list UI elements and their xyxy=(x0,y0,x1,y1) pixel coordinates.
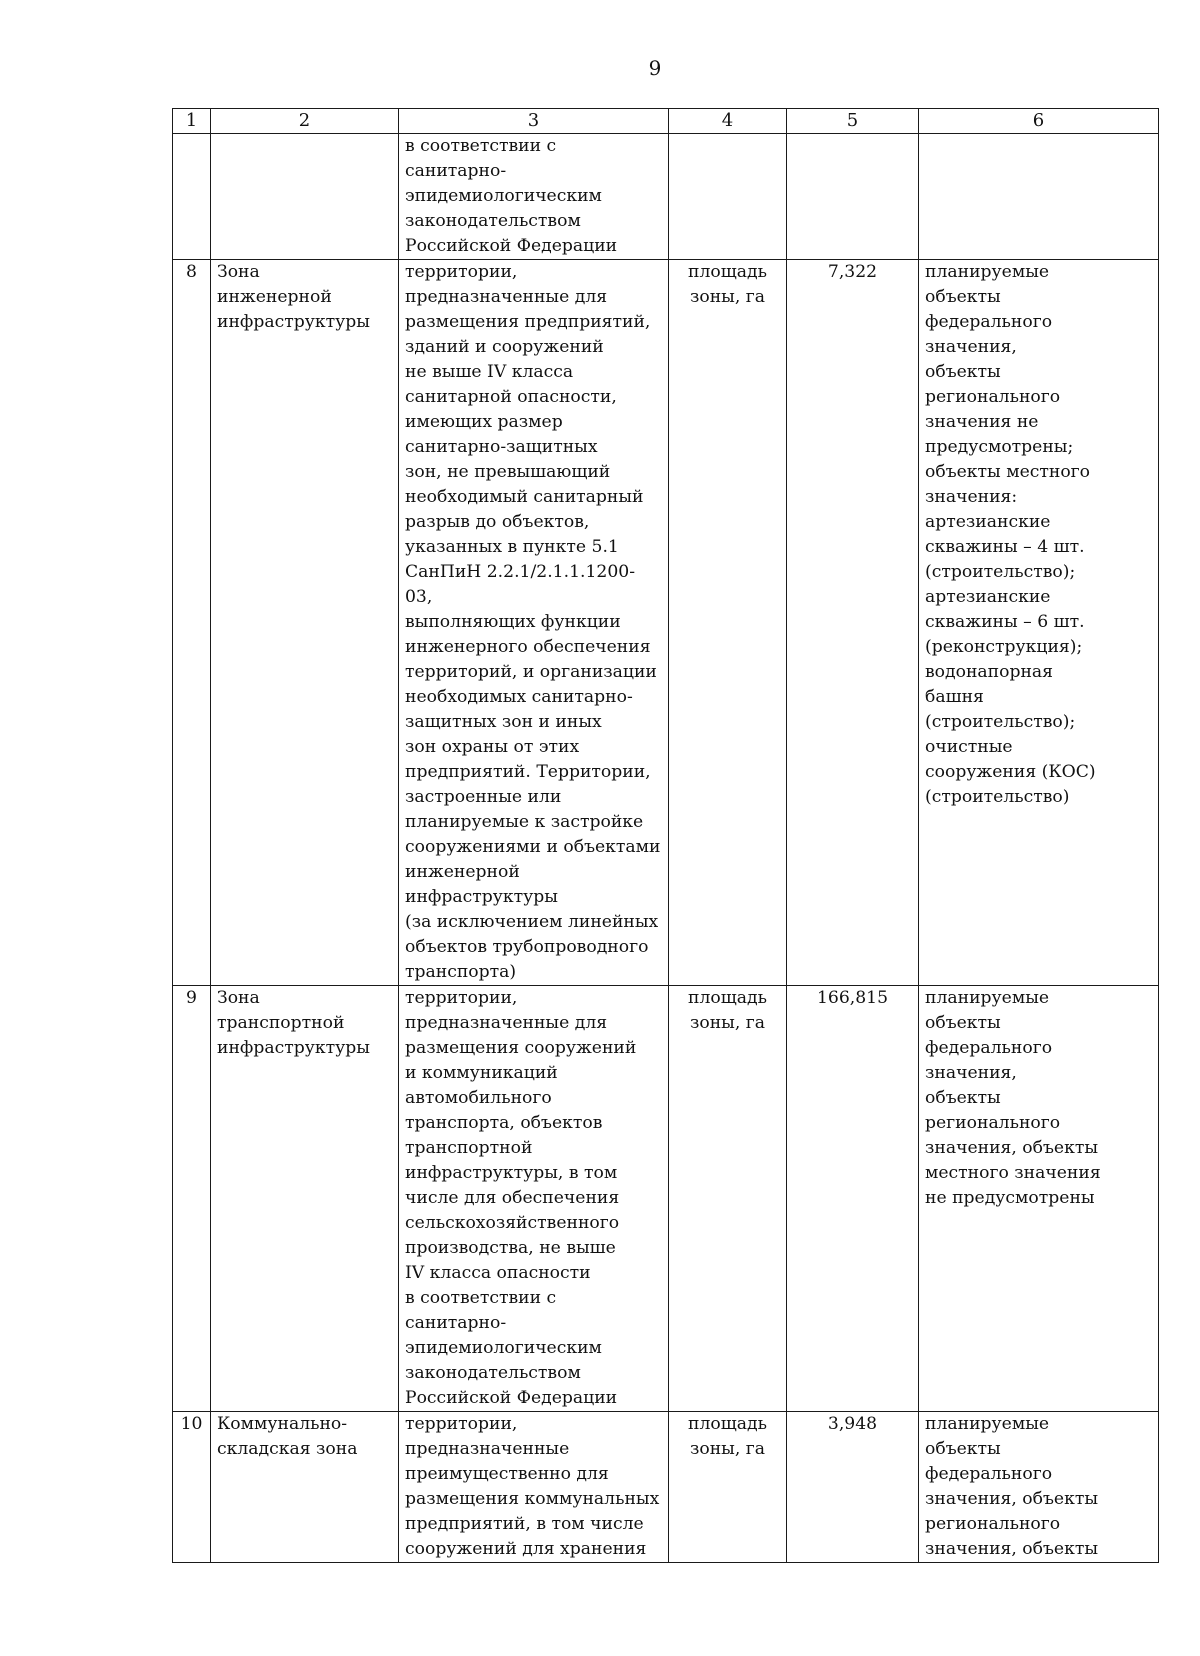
table-row-10 xyxy=(173,1412,1159,1563)
column-header-5: 5 xyxy=(787,109,919,134)
zone-note xyxy=(919,134,1159,260)
column-header-4: 4 xyxy=(669,109,787,134)
table-row-9 xyxy=(173,986,1159,1412)
zones-table xyxy=(172,108,1159,1563)
zone-note: планируемые объекты федерального значения, объекты регионального значения, объекты xyxy=(919,1412,1159,1563)
zone-value: 166,815 xyxy=(787,986,919,1412)
table-row-continuation xyxy=(173,134,1159,260)
zone-indicator xyxy=(669,134,787,260)
row-number xyxy=(173,134,211,260)
zone-note: планируемые объекты федерального значения, объекты регионального значения, объекты местного значения не предусмотрены xyxy=(919,986,1159,1412)
zone-name xyxy=(211,134,399,260)
zone-value: 7,322 xyxy=(787,260,919,986)
zone-indicator: площадь зоны, га xyxy=(669,986,787,1412)
column-header-3: 3 xyxy=(399,109,669,134)
zone-note: планируемые объекты федерального значения, объекты регионального значения не предусмотрены; объекты местного значения: артезианские скважины – 4 шт. (строительство); артезианские скважины – 6 шт. (реконструкция); водонапорная башня (строительство); очистные сооружения (КОС) (строительство) xyxy=(919,260,1159,986)
zone-name: Коммунально- складская зона xyxy=(211,1412,399,1563)
zone-indicator: площадь зоны, га xyxy=(669,260,787,986)
zone-description: территории, предназначенные для размещения предприятий, зданий и сооружений не выше IV класса санитарной опасности, имеющих размер санитарно-защитных зон, не превышающий необходимый санитарный разрыв до объектов, указанных в пункте 5.1 СанПиН 2.2.1/2.1.1.1200-03, выполняющих функции инженерного обеспечения территорий, и организации необходимых санитарно- защитных зон и иных зон охраны от этих предприятий. Территории, застроенные или планируемые к застройке сооружениями и объектами инженерной инфраструктуры (за исключением линейных объектов трубопроводного транспорта) xyxy=(399,260,669,986)
column-header-1: 1 xyxy=(173,109,211,134)
row-number: 10 xyxy=(173,1412,211,1563)
row-number: 8 xyxy=(173,260,211,986)
table-row-8 xyxy=(173,260,1159,986)
column-header-6: 6 xyxy=(919,109,1159,134)
page-number: 9 xyxy=(648,56,662,80)
zone-value: 3,948 xyxy=(787,1412,919,1563)
header-row xyxy=(173,109,1159,134)
zone-indicator: площадь зоны, га xyxy=(669,1412,787,1563)
zone-value xyxy=(787,134,919,260)
zone-name: Зона транспортной инфраструктуры xyxy=(211,986,399,1412)
column-header-2: 2 xyxy=(211,109,399,134)
zone-name: Зона инженерной инфраструктуры xyxy=(211,260,399,986)
zone-description: территории, предназначенные для размещения сооружений и коммуникаций автомобильного транспорта, объектов транспортной инфраструктуры, в том числе для обеспечения сельскохозяйственного производства, не выше IV класса опасности в соответствии с санитарно- эпидемиологическим законодательством Российской Федерации xyxy=(399,986,669,1412)
row-number: 9 xyxy=(173,986,211,1412)
zone-description: территории, предназначенные преимущественно для размещения коммунальных предприятий, в том числе сооружений для хранения xyxy=(399,1412,669,1563)
zone-description: в соответствии с санитарно- эпидемиологическим законодательством Российской Федерации xyxy=(399,134,669,260)
